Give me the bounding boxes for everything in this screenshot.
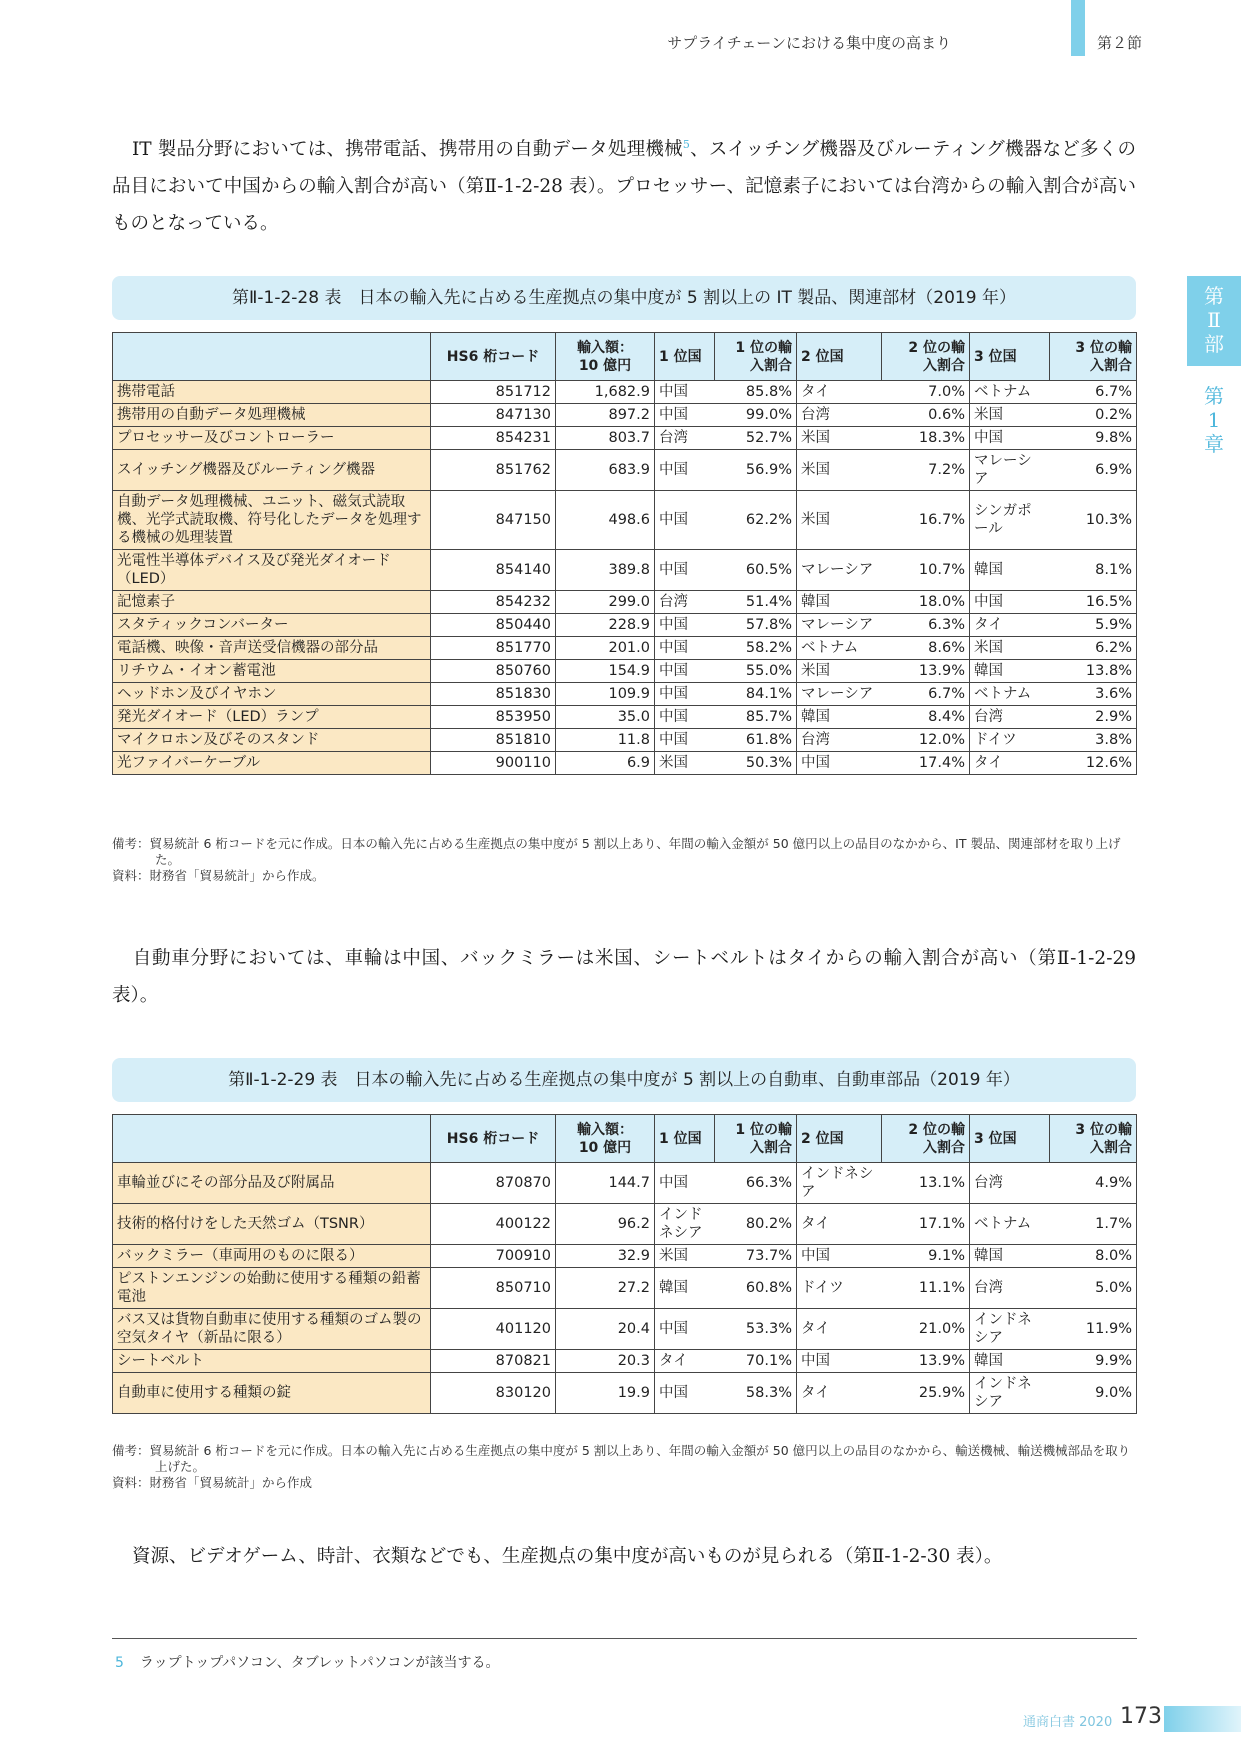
table-row [113, 637, 1137, 660]
hs-code-cell: 850710 [431, 1268, 556, 1309]
amount-cell: 144.7 [556, 1163, 655, 1204]
share2-cell: 12.0% [882, 729, 970, 752]
share1-cell: 55.0% [715, 660, 797, 683]
header-cell-country2: 2 位国 [797, 1115, 882, 1163]
country1-cell: 中国 [655, 404, 715, 427]
hs-code-cell: 851810 [431, 729, 556, 752]
chapter-tab-char: 章 [1204, 432, 1224, 456]
share2-cell: 10.7% [882, 550, 970, 591]
hs-code-cell: 900110 [431, 752, 556, 775]
paragraph-text: 自動車分野においては、車輪は中国、バックミラーは米国、シートベルトはタイからの輸入割合が高い（第Ⅱ-1-2-29 表）。 [112, 948, 1136, 1006]
country1-cell: 米国 [655, 752, 715, 775]
chapter-tab-char: 1 [1207, 408, 1221, 432]
hs-code-cell: 847130 [431, 404, 556, 427]
amount-cell: 299.0 [556, 591, 655, 614]
header-cell-country2: 2 位国 [797, 333, 882, 381]
share2-cell: 8.4% [882, 706, 970, 729]
share3-cell: 1.7% [1050, 1204, 1137, 1245]
share1-cell: 51.4% [715, 591, 797, 614]
amount-cell: 803.7 [556, 427, 655, 450]
country1-cell: 米国 [655, 1245, 715, 1268]
country2-cell: 韓国 [797, 706, 882, 729]
table-row [113, 550, 1137, 591]
item-cell: スタティックコンバーター [113, 614, 431, 637]
header-cell-hs: HS6 桁コード [431, 333, 556, 381]
country3-cell: ベトナム [970, 1204, 1050, 1245]
table-row [113, 381, 1137, 404]
hs-code-cell: 854140 [431, 550, 556, 591]
running-header-title: サプライチェーンにおける集中度の高まり [667, 34, 951, 52]
item-cell: バス又は貨物自動車に使用する種類のゴム製の空気タイヤ（新品に限る） [113, 1309, 431, 1350]
share3-cell: 8.1% [1050, 550, 1137, 591]
hs-code-cell: 854232 [431, 591, 556, 614]
table-title: 第Ⅱ-1-2-28 表 日本の輸入先に占める生産拠点の集中度が 5 割以上の IT 製品、関連部材（2019 年） [112, 276, 1136, 320]
part-tab-char: 部 [1204, 332, 1224, 356]
hs-code-cell: 854231 [431, 427, 556, 450]
share1-cell: 70.1% [715, 1350, 797, 1373]
header-cell-amount: 輸入額： 10 億円 [556, 1115, 655, 1163]
amount-cell: 11.8 [556, 729, 655, 752]
share1-cell: 85.8% [715, 381, 797, 404]
part-tab-char: 第 [1204, 284, 1224, 308]
share2-cell: 17.1% [882, 1204, 970, 1245]
share2-cell: 9.1% [882, 1245, 970, 1268]
item-cell: 発光ダイオード（LED）ランプ [113, 706, 431, 729]
amount-cell: 228.9 [556, 614, 655, 637]
country2-cell: マレーシア [797, 614, 882, 637]
header-cell-country3: 3 位国 [970, 1115, 1050, 1163]
country2-cell: 米国 [797, 450, 882, 491]
country2-cell: ベトナム [797, 637, 882, 660]
country1-cell: 韓国 [655, 1268, 715, 1309]
country3-cell: マレーシア [970, 450, 1050, 491]
country3-cell: 韓国 [970, 1245, 1050, 1268]
country3-cell: 韓国 [970, 1350, 1050, 1373]
share1-cell: 85.7% [715, 706, 797, 729]
body-paragraph [112, 1538, 1136, 1575]
country3-cell: タイ [970, 614, 1050, 637]
paragraph-text: IT 製品分野においては、携帯電話、携帯用の自動データ処理機械 [132, 139, 683, 161]
share3-cell: 6.9% [1050, 450, 1137, 491]
country2-cell: マレーシア [797, 550, 882, 591]
share1-cell: 56.9% [715, 450, 797, 491]
hs-code-cell: 853950 [431, 706, 556, 729]
item-cell: バックミラー（車両用のものに限る） [113, 1245, 431, 1268]
share1-cell: 50.3% [715, 752, 797, 775]
share2-cell: 7.2% [882, 450, 970, 491]
amount-cell: 109.9 [556, 683, 655, 706]
country1-cell: 中国 [655, 1373, 715, 1414]
share2-cell: 16.7% [882, 491, 970, 550]
item-cell: マイクロホン及びそのスタンド [113, 729, 431, 752]
share2-cell: 25.9% [882, 1373, 970, 1414]
footnote-text: ラップトップパソコン、タブレットパソコンが該当する。 [139, 1655, 500, 1671]
item-cell: 光ファイバーケーブル [113, 752, 431, 775]
table-row [113, 683, 1137, 706]
share2-cell: 18.0% [882, 591, 970, 614]
table-row [113, 706, 1137, 729]
share3-cell: 10.3% [1050, 491, 1137, 550]
table-row [113, 1268, 1137, 1309]
share3-cell: 5.9% [1050, 614, 1137, 637]
share3-cell: 9.9% [1050, 1350, 1137, 1373]
amount-cell: 35.0 [556, 706, 655, 729]
footnote-rule [112, 1638, 1137, 1639]
item-cell: ピストンエンジンの始動に使用する種類の鉛蓄電池 [113, 1268, 431, 1309]
share1-cell: 73.7% [715, 1245, 797, 1268]
item-cell: 自動車に使用する種類の錠 [113, 1373, 431, 1414]
amount-cell: 683.9 [556, 450, 655, 491]
hs-code-cell: 870821 [431, 1350, 556, 1373]
body-paragraph [112, 940, 1136, 1014]
source-text: 資料：財務省「貿易統計」から作成 [112, 1475, 313, 1490]
part-tab-char: Ⅱ [1207, 308, 1221, 332]
item-cell: プロセッサー及びコントローラー [113, 427, 431, 450]
country2-cell: タイ [797, 1204, 882, 1245]
country1-cell: 中国 [655, 550, 715, 591]
share2-cell: 11.1% [882, 1268, 970, 1309]
country3-cell: 台湾 [970, 706, 1050, 729]
country2-cell: マレーシア [797, 683, 882, 706]
table-row [113, 1373, 1137, 1414]
hs-code-cell: 400122 [431, 1204, 556, 1245]
share1-cell: 57.8% [715, 614, 797, 637]
country3-cell: 台湾 [970, 1163, 1050, 1204]
share2-cell: 6.7% [882, 683, 970, 706]
country2-cell: インドネシア [797, 1163, 882, 1204]
country3-cell: 台湾 [970, 1268, 1050, 1309]
hs-code-cell: 851712 [431, 381, 556, 404]
country3-cell: ドイツ [970, 729, 1050, 752]
share3-cell: 3.6% [1050, 683, 1137, 706]
paragraph-text: 、スイッチング機器及びルーティング機器など多くの品目において中国からの輸入割合が高い（第Ⅱ-1-2-28 表）。プロセッサー、記憶素子においては台湾からの輸入割合が高いものとなっている。 [112, 139, 1137, 235]
country3-cell: シンガポール [970, 491, 1050, 550]
country2-cell: 台湾 [797, 404, 882, 427]
header-cell-share2: 2 位の輸 入割合 [882, 333, 970, 381]
header-cell-country3: 3 位国 [970, 333, 1050, 381]
share2-cell: 18.3% [882, 427, 970, 450]
amount-cell: 32.9 [556, 1245, 655, 1268]
share3-cell: 3.8% [1050, 729, 1137, 752]
table-row [113, 491, 1137, 550]
footnote [115, 1652, 499, 1672]
share1-cell: 84.1% [715, 683, 797, 706]
country1-cell: 中国 [655, 729, 715, 752]
table-row [113, 660, 1137, 683]
share3-cell: 2.9% [1050, 706, 1137, 729]
share3-cell: 16.5% [1050, 591, 1137, 614]
country1-cell: 中国 [655, 450, 715, 491]
table-row [113, 1245, 1137, 1268]
country1-cell: 中国 [655, 660, 715, 683]
item-cell: 光電性半導体デバイス及び発光ダイオード（LED） [113, 550, 431, 591]
item-cell: 技術的格付けをした天然ゴム（TSNR） [113, 1204, 431, 1245]
amount-cell: 20.3 [556, 1350, 655, 1373]
hs-code-cell: 851770 [431, 637, 556, 660]
table-title: 第Ⅱ-1-2-29 表 日本の輸入先に占める生産拠点の集中度が 5 割以上の自動車、自動車部品（2019 年） [112, 1058, 1136, 1102]
share3-cell: 11.9% [1050, 1309, 1137, 1350]
share1-cell: 53.3% [715, 1309, 797, 1350]
page-number: 173 [1120, 1704, 1162, 1729]
amount-cell: 389.8 [556, 550, 655, 591]
data-table [112, 1114, 1137, 1414]
table-header-row [113, 1115, 1137, 1163]
country2-cell: 台湾 [797, 729, 882, 752]
share2-cell: 13.9% [882, 660, 970, 683]
share3-cell: 0.2% [1050, 404, 1137, 427]
share3-cell: 6.7% [1050, 381, 1137, 404]
item-cell: ヘッドホン及びイヤホン [113, 683, 431, 706]
table-note [112, 836, 1142, 884]
share1-cell: 60.5% [715, 550, 797, 591]
share3-cell: 6.2% [1050, 637, 1137, 660]
hs-code-cell: 850760 [431, 660, 556, 683]
share1-cell: 66.3% [715, 1163, 797, 1204]
country2-cell: 中国 [797, 1245, 882, 1268]
country1-cell: 台湾 [655, 591, 715, 614]
share2-cell: 13.1% [882, 1163, 970, 1204]
country2-cell: タイ [797, 1309, 882, 1350]
country3-cell: 韓国 [970, 550, 1050, 591]
share1-cell: 61.8% [715, 729, 797, 752]
header-cell-item [113, 333, 431, 381]
table-row [113, 450, 1137, 491]
part-tab [1187, 276, 1241, 366]
amount-cell: 27.2 [556, 1268, 655, 1309]
country1-cell: 中国 [655, 1309, 715, 1350]
amount-cell: 19.9 [556, 1373, 655, 1414]
note-text: 備考：貿易統計 6 桁コードを元に作成。日本の輸入先に占める生産拠点の集中度が 5 割以上あり、年間の輸入金額が 50 億円以上の品目のなかから、IT 製品、関連部材を取り上げた。 [112, 836, 1121, 867]
amount-cell: 154.9 [556, 660, 655, 683]
share1-cell: 52.7% [715, 427, 797, 450]
country3-cell: インドネシア [970, 1373, 1050, 1414]
data-table [112, 332, 1137, 775]
paragraph-text: 資源、ビデオゲーム、時計、衣類などでも、生産拠点の集中度が高いものが見られる（第Ⅱ-1-2-30 表）。 [132, 1546, 1003, 1567]
share1-cell: 58.2% [715, 637, 797, 660]
country2-cell: ドイツ [797, 1268, 882, 1309]
item-cell: 車輪並びにその部分品及び附属品 [113, 1163, 431, 1204]
item-cell: 携帯電話 [113, 381, 431, 404]
table-row [113, 1350, 1137, 1373]
country1-cell: 中国 [655, 381, 715, 404]
item-cell: 記憶素子 [113, 591, 431, 614]
hs-code-cell: 851830 [431, 683, 556, 706]
country2-cell: 中国 [797, 1350, 882, 1373]
share2-cell: 8.6% [882, 637, 970, 660]
hs-code-cell: 850440 [431, 614, 556, 637]
hs-code-cell: 830120 [431, 1373, 556, 1414]
share3-cell: 4.9% [1050, 1163, 1137, 1204]
country2-cell: タイ [797, 381, 882, 404]
country3-cell: 中国 [970, 427, 1050, 450]
country1-cell: インドネシア [655, 1204, 715, 1245]
share1-cell: 58.3% [715, 1373, 797, 1414]
header-accent-bar [1071, 0, 1085, 56]
share3-cell: 12.6% [1050, 752, 1137, 775]
table-row [113, 591, 1137, 614]
amount-cell: 201.0 [556, 637, 655, 660]
country2-cell: 米国 [797, 427, 882, 450]
hs-code-cell: 870870 [431, 1163, 556, 1204]
amount-cell: 20.4 [556, 1309, 655, 1350]
country1-cell: 中国 [655, 614, 715, 637]
share3-cell: 13.8% [1050, 660, 1137, 683]
country1-cell: 中国 [655, 706, 715, 729]
share2-cell: 6.3% [882, 614, 970, 637]
share1-cell: 60.8% [715, 1268, 797, 1309]
header-cell-share1: 1 位の輸 入割合 [715, 333, 797, 381]
share2-cell: 21.0% [882, 1309, 970, 1350]
item-cell: シートベルト [113, 1350, 431, 1373]
amount-cell: 498.6 [556, 491, 655, 550]
country1-cell: 台湾 [655, 427, 715, 450]
share2-cell: 13.9% [882, 1350, 970, 1373]
country3-cell: ベトナム [970, 381, 1050, 404]
chapter-tab-char: 第 [1204, 384, 1224, 408]
country3-cell: インドネシア [970, 1309, 1050, 1350]
share3-cell: 5.0% [1050, 1268, 1137, 1309]
share1-cell: 80.2% [715, 1204, 797, 1245]
header-cell-country1: 1 位国 [655, 333, 715, 381]
item-cell: リチウム・イオン蓄電池 [113, 660, 431, 683]
table-row [113, 1163, 1137, 1204]
share2-cell: 7.0% [882, 381, 970, 404]
country2-cell: 米国 [797, 660, 882, 683]
footer-accent-bar [1164, 1706, 1241, 1732]
table-row [113, 404, 1137, 427]
share1-cell: 99.0% [715, 404, 797, 427]
table-row [113, 729, 1137, 752]
item-cell: スイッチング機器及びルーティング機器 [113, 450, 431, 491]
country1-cell: 中国 [655, 683, 715, 706]
country3-cell: 中国 [970, 591, 1050, 614]
item-cell: 自動データ処理機械、ユニット、磁気式読取機、光学式読取機、符号化したデータを処理する機械の処理装置 [113, 491, 431, 550]
hs-code-cell: 401120 [431, 1309, 556, 1350]
header-cell-share3: 3 位の輸 入割合 [1050, 333, 1137, 381]
running-header-section: 第２節 [1097, 34, 1143, 52]
amount-cell: 96.2 [556, 1204, 655, 1245]
amount-cell: 897.2 [556, 404, 655, 427]
country1-cell: タイ [655, 1350, 715, 1373]
share2-cell: 17.4% [882, 752, 970, 775]
amount-cell: 1,682.9 [556, 381, 655, 404]
country1-cell: 中国 [655, 491, 715, 550]
footnote-number: 5 [115, 1655, 124, 1671]
country3-cell: タイ [970, 752, 1050, 775]
hs-code-cell: 847150 [431, 491, 556, 550]
header-cell-hs: HS6 桁コード [431, 1115, 556, 1163]
table-row [113, 1204, 1137, 1245]
chapter-tab [1187, 384, 1241, 456]
item-cell: 電話機、映像・音声送受信機器の部分品 [113, 637, 431, 660]
footer-book-title: 通商白書 2020 [1023, 1715, 1113, 1730]
amount-cell: 6.9 [556, 752, 655, 775]
hs-code-cell: 700910 [431, 1245, 556, 1268]
note-text: 備考：貿易統計 6 桁コードを元に作成。日本の輸入先に占める生産拠点の集中度が 5 割以上あり、年間の輸入金額が 50 億円以上の品目のなかから、輸送機械、輸送機械部品を取り上げた。 [112, 1443, 1131, 1474]
country1-cell: 中国 [655, 1163, 715, 1204]
share1-cell: 62.2% [715, 491, 797, 550]
header-cell-share2: 2 位の輸 入割合 [882, 1115, 970, 1163]
header-cell-item [113, 1115, 431, 1163]
table-note [112, 1443, 1142, 1491]
share3-cell: 8.0% [1050, 1245, 1137, 1268]
country1-cell: 中国 [655, 637, 715, 660]
footnote-reference[interactable]: 5 [682, 138, 690, 151]
share3-cell: 9.0% [1050, 1373, 1137, 1414]
country2-cell: 中国 [797, 752, 882, 775]
share3-cell: 9.8% [1050, 427, 1137, 450]
table-row [113, 614, 1137, 637]
header-cell-share1: 1 位の輸 入割合 [715, 1115, 797, 1163]
country3-cell: 韓国 [970, 660, 1050, 683]
hs-code-cell: 851762 [431, 450, 556, 491]
country2-cell: タイ [797, 1373, 882, 1414]
country3-cell: 米国 [970, 404, 1050, 427]
header-cell-country1: 1 位国 [655, 1115, 715, 1163]
country3-cell: 米国 [970, 637, 1050, 660]
share2-cell: 0.6% [882, 404, 970, 427]
header-cell-amount: 輸入額： 10 億円 [556, 333, 655, 381]
item-cell: 携帯用の自動データ処理機械 [113, 404, 431, 427]
table-row [113, 427, 1137, 450]
table-header-row [113, 333, 1137, 381]
header-cell-share3: 3 位の輸 入割合 [1050, 1115, 1137, 1163]
table-row [113, 1309, 1137, 1350]
body-paragraph [112, 126, 1136, 242]
country3-cell: ベトナム [970, 683, 1050, 706]
table-row [113, 752, 1137, 775]
source-text: 資料：財務省「貿易統計」から作成。 [112, 868, 325, 883]
country2-cell: 韓国 [797, 591, 882, 614]
country2-cell: 米国 [797, 491, 882, 550]
